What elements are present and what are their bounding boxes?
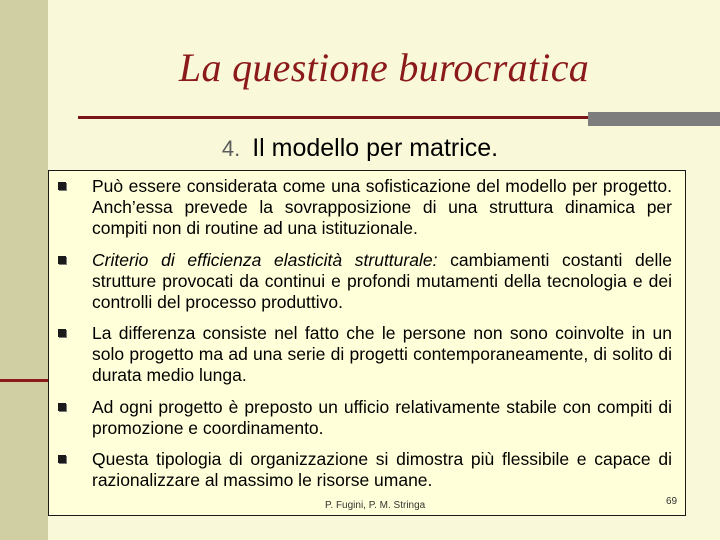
slide-title: La questione burocratica bbox=[178, 45, 590, 90]
list-item-text: Questa tipologia di organizzazione si dimostra più flessibile e capace di razionalizzare al massimo le risorse umane. bbox=[92, 449, 672, 490]
square-bullet-icon bbox=[58, 403, 66, 411]
side-accent-rule bbox=[0, 379, 48, 382]
list-item-text: La differenza consiste nel fatto che le persone non sono coinvolte in un solo progetto ma ad una serie di progetti contemporaneamente, di solito di durata medio lunga. bbox=[92, 323, 672, 385]
list-item bbox=[56, 176, 672, 239]
list-item-text: Può essere considerata come una sofisticazione del modello per progetto. Anch’essa prevede la sovrapposizione di una struttura dinamica per compiti non di routine ad una istituzionale. bbox=[92, 176, 672, 238]
square-bullet-icon bbox=[58, 329, 66, 337]
square-bullet-icon bbox=[58, 455, 66, 463]
list-item bbox=[56, 449, 672, 491]
title-underline-grey bbox=[588, 112, 720, 126]
title-underline bbox=[78, 116, 588, 119]
square-bullet-icon bbox=[58, 256, 66, 264]
bullet-list bbox=[56, 176, 672, 502]
side-band bbox=[0, 0, 48, 540]
list-item bbox=[56, 250, 672, 313]
footer-author: P. Fugini, P. M. Stringa bbox=[325, 500, 426, 511]
list-item-lead: Criterio di efficienza elasticità strutturale: bbox=[92, 249, 438, 270]
subheading-number: 4. bbox=[221, 136, 241, 161]
list-item-text: Ad ogni progetto è preposto un ufficio relativamente stabile con compiti di promozione e coordinamento. bbox=[92, 396, 672, 438]
list-item-text: cambiamenti costanti delle strutture provocati da continui e profondi mutamenti della tecnologia e dei controlli del processo produttivo. bbox=[92, 249, 673, 312]
list-item bbox=[56, 323, 672, 386]
subheading-text: Il modello per matrice. bbox=[252, 134, 499, 162]
subheading bbox=[0, 134, 720, 163]
title-block bbox=[48, 0, 720, 130]
page-number: 69 bbox=[666, 496, 678, 507]
list-item bbox=[56, 397, 672, 439]
square-bullet-icon bbox=[58, 182, 66, 190]
